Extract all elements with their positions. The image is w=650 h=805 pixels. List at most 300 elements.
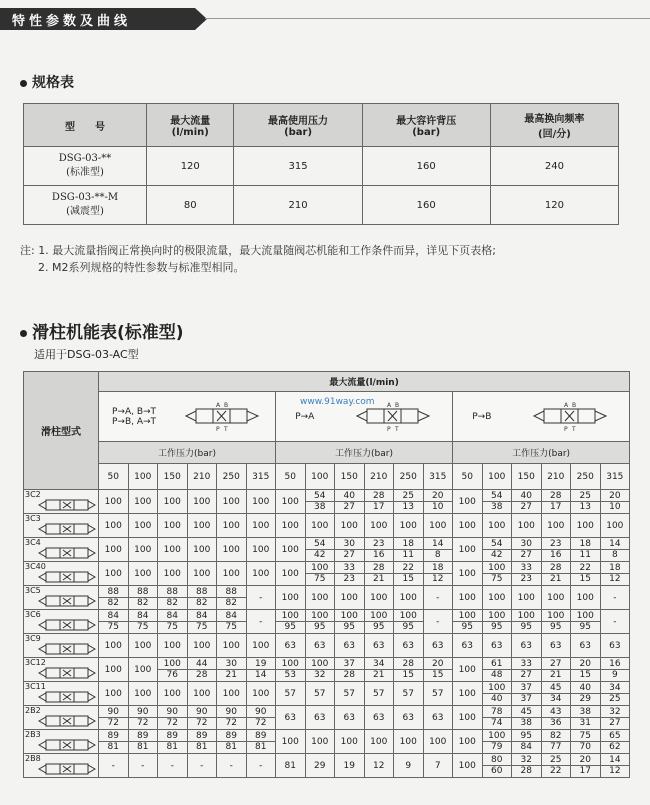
flow-cell: 100 <box>276 586 306 610</box>
spool-row <box>24 754 630 778</box>
spec-row <box>24 147 619 186</box>
spec-row <box>24 186 619 225</box>
flow-cell: 100 <box>364 730 394 754</box>
pattern-3: P→B A B P T <box>453 392 630 442</box>
pattern-2: P→A A B P T <box>276 392 453 442</box>
svg-text:B: B <box>571 401 577 409</box>
flow-cell: - <box>99 754 129 778</box>
flow-cell: 28 17 <box>364 490 394 514</box>
spec-cell-pressure: 210 <box>234 186 362 225</box>
flow-cell: 30 27 <box>335 538 365 562</box>
flow-cell: - <box>423 610 453 634</box>
flow-cell: 32 28 <box>512 754 542 778</box>
flow-cell: 89 81 <box>246 730 276 754</box>
spec-title: 规格表 <box>20 72 74 92</box>
flow-cell: 100 95 <box>305 610 335 634</box>
flow-cell: 100 <box>158 490 188 514</box>
row-header: 滑柱型式 <box>24 372 99 490</box>
flow-cell: 12 <box>364 754 394 778</box>
flow-cell: 100 <box>571 586 601 610</box>
spool-symbol-icon <box>38 714 96 728</box>
flow-cell: 81 <box>276 754 306 778</box>
spec-cell-pressure: 315 <box>234 147 362 186</box>
flow-cell: 100 <box>99 538 129 562</box>
spool-label <box>24 754 99 778</box>
pressure-value: 50 <box>453 464 483 490</box>
flow-cell: 100 95 <box>571 610 601 634</box>
spool-symbol-icon <box>38 498 96 512</box>
spool-row <box>24 706 630 730</box>
svg-text:A: A <box>216 401 221 409</box>
spool-label <box>24 682 99 706</box>
flow-cell: 100 <box>276 562 306 586</box>
flow-cell: 22 15 <box>394 562 424 586</box>
flow-cell: 88 82 <box>128 586 158 610</box>
flow-cell: 100 <box>276 490 306 514</box>
flow-cell: 100 <box>187 634 217 658</box>
flow-cell: 100 <box>128 658 158 682</box>
spec-col-header: 最大流量 (l/min) <box>147 104 234 147</box>
flow-cell: 100 <box>453 538 483 562</box>
pressure-value: 150 <box>335 464 365 490</box>
flow-cell: 88 82 <box>187 586 217 610</box>
spool-symbol-icon <box>38 762 96 776</box>
svg-text:T: T <box>571 425 576 433</box>
watermark: www.91way.com <box>300 397 375 407</box>
spool-symbol-icon <box>38 546 96 560</box>
flow-cell: 22 15 <box>571 562 601 586</box>
flow-cell: 63 <box>276 634 306 658</box>
spool-symbol-icon <box>38 690 96 704</box>
flow-cell: 100 <box>158 538 188 562</box>
flow-cell: 19 14 <box>246 658 276 682</box>
flow-cell: 100 <box>305 514 335 538</box>
flow-cell: 100 <box>187 682 217 706</box>
flow-cell: 100 <box>453 490 483 514</box>
flow-cell: 57 <box>335 682 365 706</box>
spool-row <box>24 562 630 586</box>
spool-name: 3C6 <box>25 610 41 619</box>
flow-cell: 100 <box>158 682 188 706</box>
pressure-value: 210 <box>364 464 394 490</box>
flow-cell: 100 <box>99 562 129 586</box>
flow-cell: 33 23 <box>335 562 365 586</box>
flow-cell: 100 <box>246 538 276 562</box>
flow-cell: 57 <box>364 682 394 706</box>
spool-label <box>24 490 99 514</box>
pressure-values-row <box>24 464 630 490</box>
flow-cell: 40 27 <box>335 490 365 514</box>
flow-cell: 100 <box>128 514 158 538</box>
svg-text:A: A <box>563 401 569 409</box>
svg-text:P: P <box>386 425 391 433</box>
flow-cell: 100 <box>394 730 424 754</box>
flow-cell: 27 21 <box>541 658 571 682</box>
pressure-value: 100 <box>305 464 335 490</box>
flow-cell: 14 8 <box>423 538 453 562</box>
flow-cell: 100 <box>128 562 158 586</box>
spool-symbol-icon <box>38 594 96 608</box>
flow-cell: 100 <box>99 490 129 514</box>
flow-cell: 43 36 <box>541 706 571 730</box>
flow-cell: 100 <box>99 634 129 658</box>
flow-cell: 100 <box>482 586 512 610</box>
svg-text:B: B <box>394 401 399 409</box>
spool-name: 3C3 <box>25 514 41 523</box>
spool-name: 3C4 <box>25 538 41 547</box>
spool-row <box>24 586 630 610</box>
flow-cell: 34 21 <box>364 658 394 682</box>
flow-cell: 28 21 <box>541 562 571 586</box>
pressure-value: 250 <box>394 464 424 490</box>
spool-name: 2B8 <box>25 754 41 763</box>
flow-cell: 84 75 <box>158 610 188 634</box>
flow-cell: 90 72 <box>128 706 158 730</box>
svg-text:P: P <box>563 425 568 433</box>
spool-label <box>24 514 99 538</box>
spool-label <box>24 538 99 562</box>
flow-cell: 100 95 <box>335 610 365 634</box>
spool-row <box>24 730 630 754</box>
flow-cell: 100 40 <box>482 682 512 706</box>
flow-cell: 100 79 <box>482 730 512 754</box>
svg-text:A: A <box>386 401 391 409</box>
flow-cell: 18 11 <box>571 538 601 562</box>
flow-cell: 63 <box>335 634 365 658</box>
flow-cell: 100 <box>246 634 276 658</box>
flow-cell: 63 <box>571 634 601 658</box>
flow-cell: 100 <box>305 730 335 754</box>
valve-symbol-icon <box>530 399 610 435</box>
spool-label <box>24 562 99 586</box>
flow-cell: 100 <box>158 514 188 538</box>
flow-cell: 78 74 <box>482 706 512 730</box>
flow-cell: 100 <box>335 586 365 610</box>
spec-cell-freq: 120 <box>490 186 618 225</box>
flow-cell: 80 60 <box>482 754 512 778</box>
svg-text:T: T <box>394 425 399 433</box>
flow-cell: 100 95 <box>276 610 306 634</box>
spool-row <box>24 634 630 658</box>
flow-cell: 29 <box>305 754 335 778</box>
flow-cell: 100 <box>423 514 453 538</box>
flow-cell: 44 28 <box>187 658 217 682</box>
spool-row <box>24 538 630 562</box>
flow-cell: 37 28 <box>335 658 365 682</box>
pressure-value: 210 <box>541 464 571 490</box>
flow-cell: - <box>246 610 276 634</box>
flow-cell: - <box>128 754 158 778</box>
pressure-value: 100 <box>128 464 158 490</box>
flow-cell: 45 38 <box>512 706 542 730</box>
flow-cell: 89 81 <box>187 730 217 754</box>
flow-cell: 95 84 <box>512 730 542 754</box>
flow-cell: - <box>246 754 276 778</box>
flow-cell: 100 <box>128 538 158 562</box>
flow-cell: 82 77 <box>541 730 571 754</box>
flow-cell: 63 <box>276 706 306 730</box>
flow-cell: 90 72 <box>99 706 129 730</box>
flow-cell: 100 <box>600 514 630 538</box>
flow-cell: 100 <box>364 586 394 610</box>
flow-cell: 90 72 <box>246 706 276 730</box>
flow-cell: 54 42 <box>305 538 335 562</box>
spool-symbol-icon <box>38 642 96 656</box>
pressure-value: 315 <box>423 464 453 490</box>
flow-cell: 100 <box>571 514 601 538</box>
flow-cell: 100 95 <box>394 610 424 634</box>
flow-cell: 14 12 <box>600 754 630 778</box>
flow-cell: 54 38 <box>305 490 335 514</box>
flow-cell: 100 <box>453 586 483 610</box>
flow-cell: 100 <box>453 754 483 778</box>
pressure-label: 工作压力(bar) <box>453 442 630 464</box>
spec-cell-freq: 240 <box>490 147 618 186</box>
pressure-value: 150 <box>158 464 188 490</box>
spec-model: DSG-03-** (标准型) <box>24 147 147 186</box>
flow-cell: 100 32 <box>305 658 335 682</box>
flow-cell: 100 <box>217 490 247 514</box>
flow-cell: 100 <box>187 562 217 586</box>
flow-cell: 100 <box>394 586 424 610</box>
spool-name: 3C9 <box>25 634 41 643</box>
flow-cell: 63 <box>453 634 483 658</box>
flow-cell: 63 <box>482 634 512 658</box>
flow-cell: 100 <box>512 586 542 610</box>
spool-label <box>24 730 99 754</box>
spool-label <box>24 706 99 730</box>
pressure-label: 工作压力(bar) <box>276 442 453 464</box>
spool-name: 3C11 <box>25 682 46 691</box>
spec-model: DSG-03-**-M (减震型) <box>24 186 147 225</box>
flow-cell: 61 48 <box>482 658 512 682</box>
flow-cell: 100 <box>99 658 129 682</box>
flow-cell: 25 22 <box>541 754 571 778</box>
flow-cell: 84 75 <box>217 610 247 634</box>
spool-name: 3C12 <box>25 658 46 667</box>
flow-cell: 57 <box>276 682 306 706</box>
flow-cell: 33 27 <box>512 658 542 682</box>
flow-cell: 100 <box>335 514 365 538</box>
flow-cell: 100 <box>482 514 512 538</box>
flow-cell: 20 10 <box>600 490 630 514</box>
flow-cell: 84 75 <box>187 610 217 634</box>
flow-cell: 100 <box>364 514 394 538</box>
flow-cell: 28 17 <box>541 490 571 514</box>
max-flow-header: 最大流量(l/min) <box>99 372 630 392</box>
pressure-label-row <box>24 442 630 464</box>
spool-label <box>24 586 99 610</box>
flow-cell: 100 53 <box>276 658 306 682</box>
flow-cell: 100 95 <box>453 610 483 634</box>
flow-cell: 63 <box>394 706 424 730</box>
flow-cell: 63 <box>335 706 365 730</box>
flow-cell: 100 <box>423 730 453 754</box>
spool-symbol-icon <box>38 522 96 536</box>
flow-cell: - <box>600 586 630 610</box>
spool-row <box>24 682 630 706</box>
pressure-value: 315 <box>600 464 630 490</box>
flow-cell: 54 42 <box>482 538 512 562</box>
flow-cell: 57 <box>423 682 453 706</box>
flow-cell: 100 <box>217 562 247 586</box>
spec-col-header: 最高使用压力 (bar) <box>234 104 362 147</box>
flow-cell: 89 81 <box>99 730 129 754</box>
flow-cell: - <box>187 754 217 778</box>
pressure-value: 50 <box>99 464 129 490</box>
spool-symbol-icon <box>38 570 96 584</box>
flow-cell: 89 81 <box>158 730 188 754</box>
flow-cell: 100 <box>335 730 365 754</box>
spool-label <box>24 610 99 634</box>
flow-cell: 28 21 <box>364 562 394 586</box>
flow-cell: 28 15 <box>394 658 424 682</box>
flow-cell: 100 <box>158 562 188 586</box>
flow-cell: - <box>246 586 276 610</box>
spec-cell-back: 160 <box>362 147 490 186</box>
flow-cell: 100 <box>453 706 483 730</box>
flow-cell: 100 <box>217 538 247 562</box>
flow-cell: 25 13 <box>394 490 424 514</box>
flow-cell: 100 <box>187 514 217 538</box>
flow-cell: 90 72 <box>217 706 247 730</box>
note-2: 2. M2系列规格的特性参数与标准型相同。 <box>38 261 245 274</box>
flow-cell: 65 62 <box>600 730 630 754</box>
flow-cell: 100 <box>276 730 306 754</box>
flow-cell: 63 <box>364 706 394 730</box>
flow-cell: 100 <box>187 490 217 514</box>
flow-cell: 63 <box>423 634 453 658</box>
flow-cell: 88 82 <box>158 586 188 610</box>
flow-cell: 57 <box>394 682 424 706</box>
pressure-value: 50 <box>276 464 306 490</box>
spool-name: 3C40 <box>25 562 46 571</box>
flow-cell: - <box>423 586 453 610</box>
pressure-value: 150 <box>512 464 542 490</box>
valve-symbol-icon <box>182 399 262 435</box>
flow-cell: 30 21 <box>217 658 247 682</box>
flow-cell: 88 82 <box>99 586 129 610</box>
flow-cell: 100 <box>276 538 306 562</box>
pattern-1: P→A, B→T P→B, A→T A B P T <box>99 392 276 442</box>
flow-cell: 20 15 <box>571 658 601 682</box>
flow-cell: 100 <box>453 658 483 682</box>
header-rule <box>205 18 650 19</box>
flow-cell: 16 9 <box>600 658 630 682</box>
flow-cell: 18 12 <box>600 562 630 586</box>
flow-cell: 63 <box>512 634 542 658</box>
spool-name: 2B3 <box>25 730 41 739</box>
flow-cell: 63 <box>541 634 571 658</box>
flow-cell: 100 <box>128 490 158 514</box>
section-header: 特性参数及曲线 <box>0 8 195 30</box>
flow-cell: 32 27 <box>600 706 630 730</box>
flow-cell: 100 <box>217 634 247 658</box>
flow-cell: 100 <box>305 586 335 610</box>
spool-symbol-icon <box>38 738 96 752</box>
flow-cell: 23 16 <box>364 538 394 562</box>
flow-cell: 100 <box>246 682 276 706</box>
flow-cell: 88 82 <box>217 586 247 610</box>
flow-cell: 100 75 <box>305 562 335 586</box>
spool-row <box>24 658 630 682</box>
spool-name: 2B2 <box>25 706 41 715</box>
spec-table <box>23 103 619 225</box>
pressure-value: 250 <box>217 464 247 490</box>
spool-row <box>24 514 630 538</box>
spool-symbol-icon <box>38 666 96 680</box>
pressure-label: 工作压力(bar) <box>99 442 276 464</box>
pressure-value: 315 <box>246 464 276 490</box>
flow-cell: 100 <box>99 514 129 538</box>
flow-cell: 20 15 <box>423 658 453 682</box>
flow-cell: 100 <box>99 682 129 706</box>
flow-cell: 100 <box>246 490 276 514</box>
flow-cell: 100 95 <box>541 610 571 634</box>
flow-cell: 100 <box>512 514 542 538</box>
flow-cell: 37 37 <box>512 682 542 706</box>
spool-label <box>24 634 99 658</box>
flow-cell: 100 <box>158 634 188 658</box>
flow-cell: 100 <box>541 586 571 610</box>
svg-text:T: T <box>224 425 228 433</box>
flow-cell: 100 <box>128 682 158 706</box>
flow-cell: 100 <box>217 514 247 538</box>
flow-cell: 100 <box>187 538 217 562</box>
flow-cell: 40 27 <box>512 490 542 514</box>
spool-name: 3C2 <box>25 490 41 499</box>
flow-cell: 33 23 <box>512 562 542 586</box>
flow-cell: - <box>217 754 247 778</box>
spool-row <box>24 610 630 634</box>
header-row <box>24 372 630 392</box>
flow-cell: 90 72 <box>158 706 188 730</box>
flow-cell: 34 25 <box>600 682 630 706</box>
spool-label <box>24 658 99 682</box>
spool-symbol-icon <box>38 618 96 632</box>
flow-cell: - <box>600 610 630 634</box>
flow-cell: 100 <box>453 562 483 586</box>
flow-cell: 14 8 <box>600 538 630 562</box>
spec-col-header: 型 号 <box>24 104 147 147</box>
flow-cell: 18 11 <box>394 538 424 562</box>
flow-cell: 40 29 <box>571 682 601 706</box>
spec-col-header: 最高换向频率 (回/分) <box>490 104 618 147</box>
flow-cell: 19 <box>335 754 365 778</box>
flow-cell: 84 75 <box>99 610 129 634</box>
spec-cell-back: 160 <box>362 186 490 225</box>
spool-name: 3C5 <box>25 586 41 595</box>
spool-title: 滑柱机能表(标准型) <box>20 318 184 343</box>
svg-text:B: B <box>224 401 229 409</box>
flow-cell: 89 81 <box>128 730 158 754</box>
pressure-value: 210 <box>187 464 217 490</box>
flow-cell: 84 75 <box>128 610 158 634</box>
flow-cell: 63 <box>364 634 394 658</box>
flow-cell: 18 12 <box>423 562 453 586</box>
flow-cell: 100 <box>246 562 276 586</box>
flow-cell: 7 <box>423 754 453 778</box>
spec-cell-flow: 120 <box>147 147 234 186</box>
flow-cell: 63 <box>305 634 335 658</box>
spool-row <box>24 490 630 514</box>
flow-cell: 20 17 <box>571 754 601 778</box>
flow-cell: 100 95 <box>512 610 542 634</box>
note-1: 注: 1. 最大流量指阀正常换向时的极限流量，最大流量随阀芯机能和工作条件而异，详见下页表格; <box>20 244 496 257</box>
flow-cell: 100 <box>453 514 483 538</box>
flow-cell: 38 31 <box>571 706 601 730</box>
flow-cell: 57 <box>305 682 335 706</box>
